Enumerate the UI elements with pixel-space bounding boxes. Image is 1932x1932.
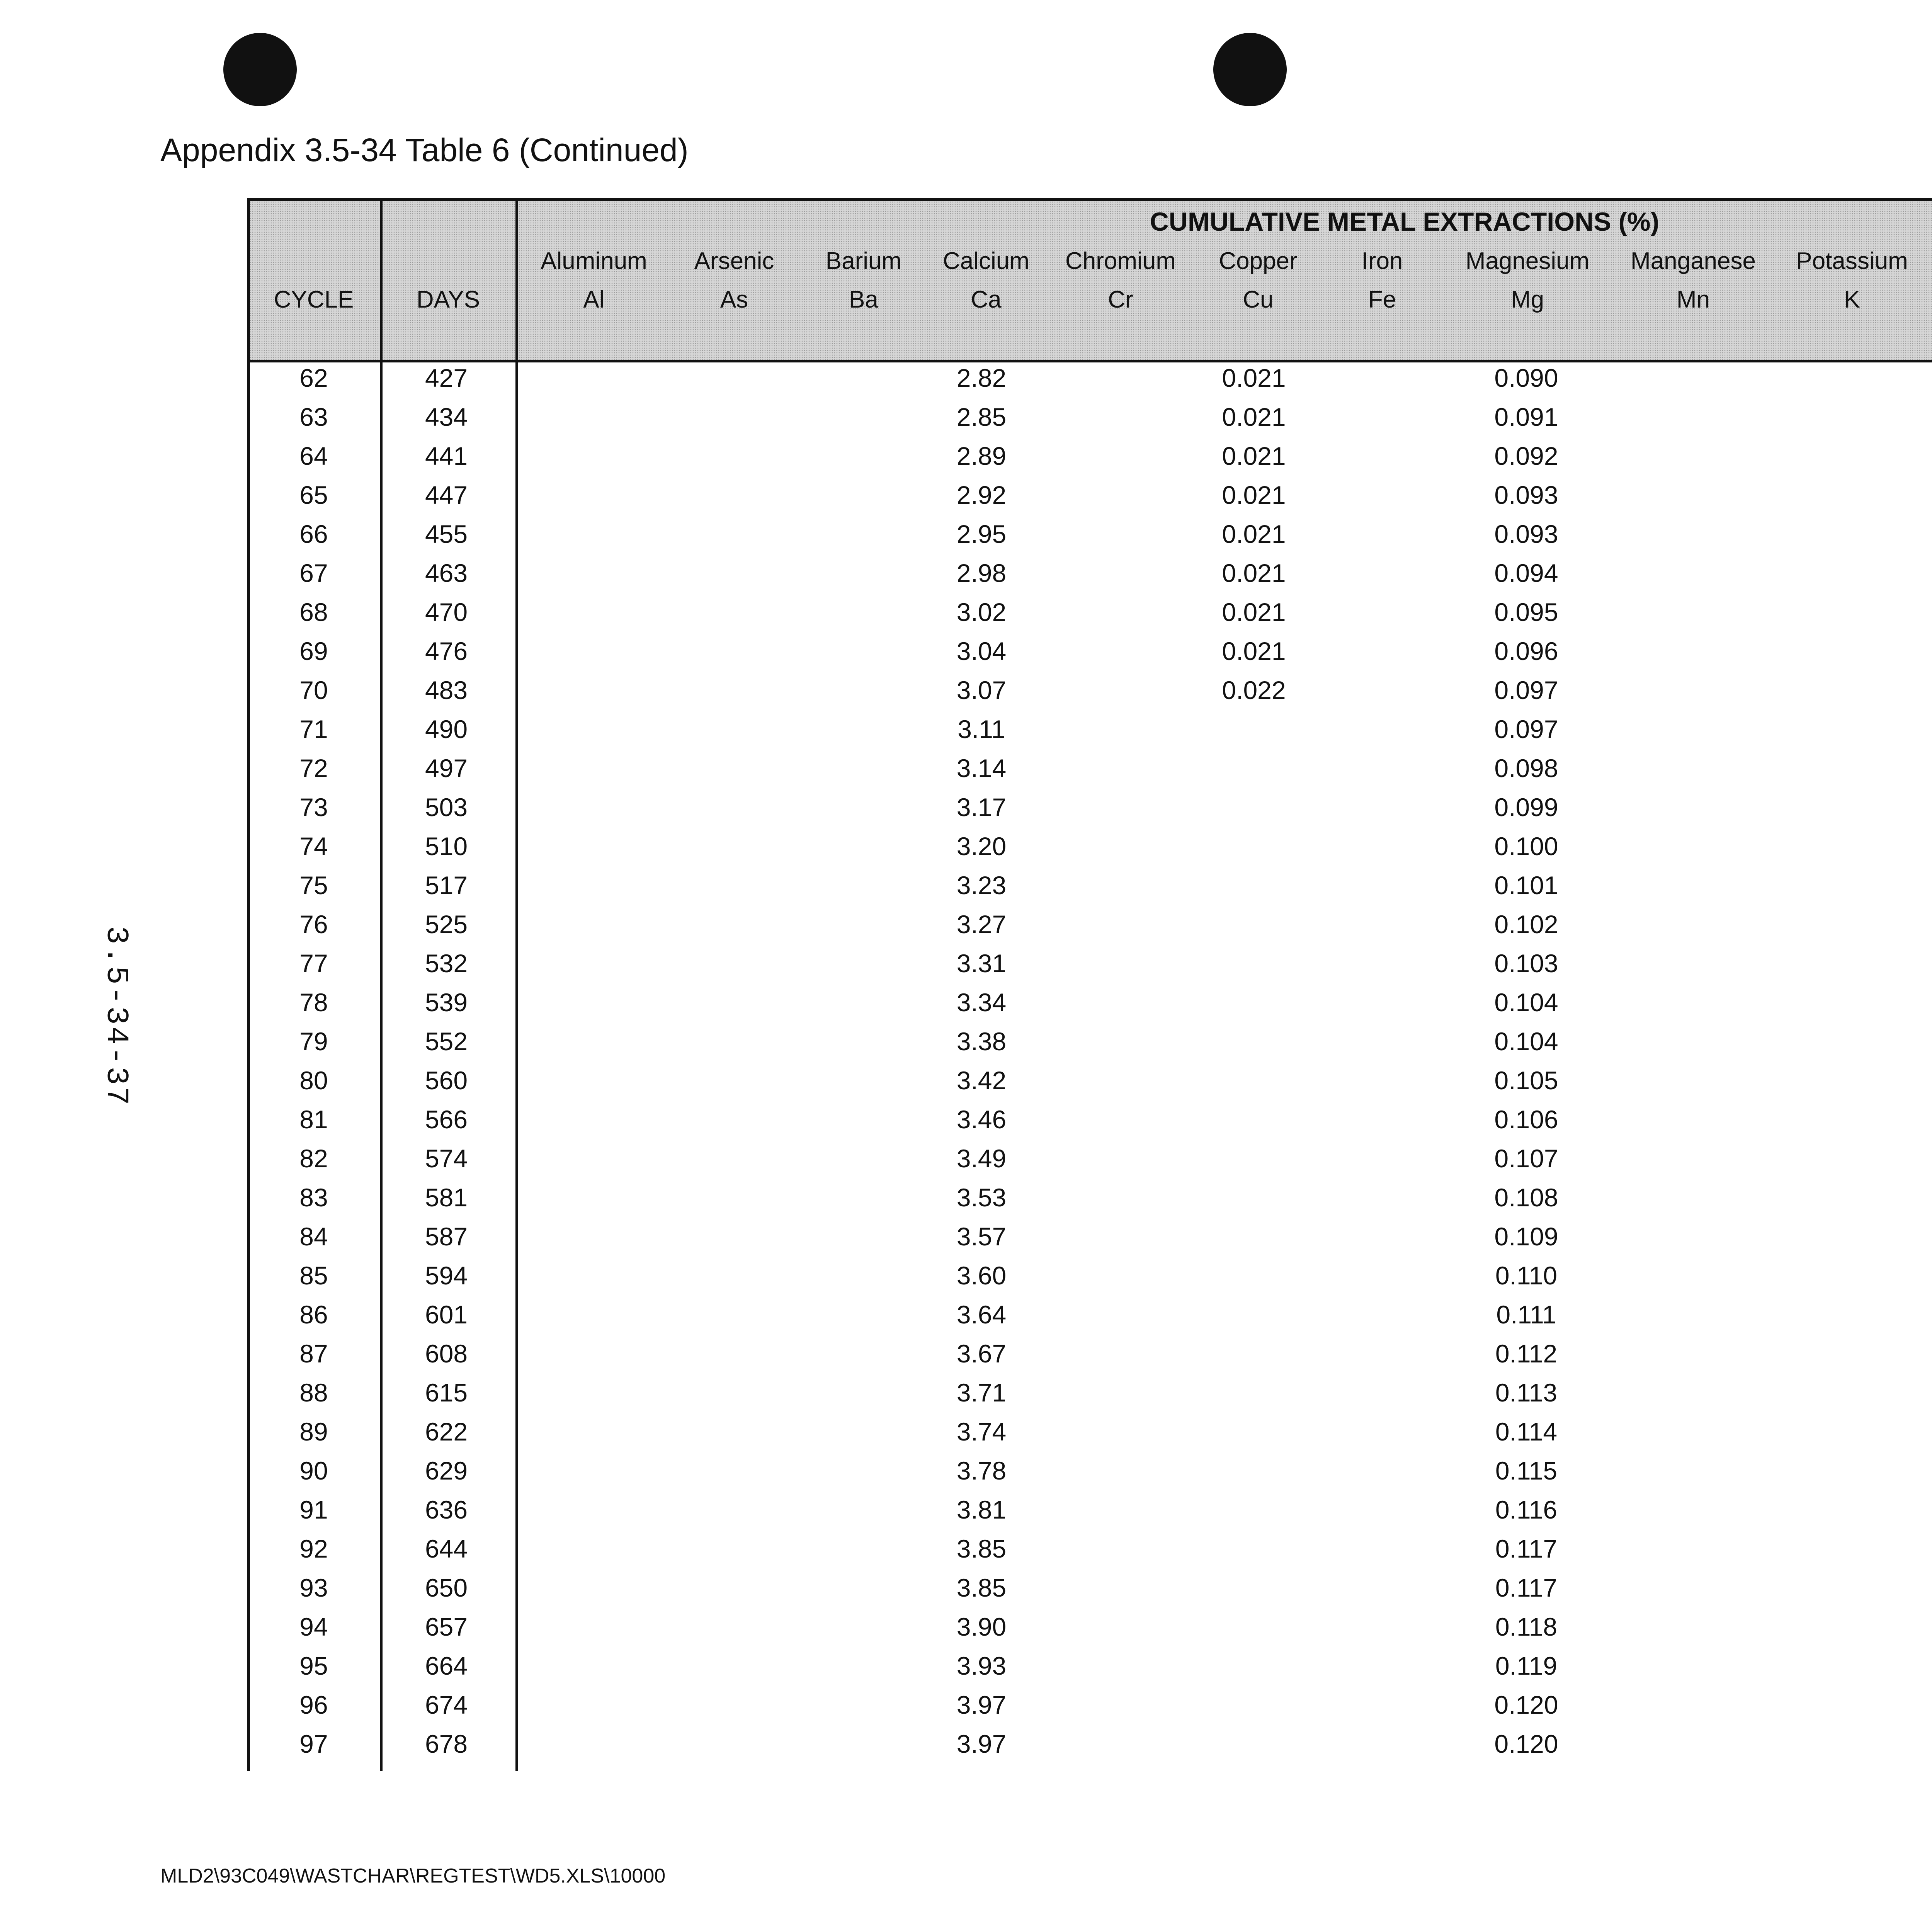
copper-cell: 0.022: [1222, 676, 1286, 704]
table-row: [249, 1416, 1932, 1455]
table-row: [249, 636, 1932, 675]
cycle-cell: 95: [299, 1651, 328, 1680]
table-row: [249, 1611, 1932, 1650]
calcium-cell: 3.46: [956, 1105, 1007, 1134]
cycle-cell: 67: [299, 559, 328, 587]
table-body: [249, 362, 1932, 1767]
metal-name-header: Arsenic: [694, 248, 774, 274]
calcium-cell: 2.92: [956, 481, 1007, 509]
table-row: [249, 1377, 1932, 1416]
cycle-cell: 66: [299, 520, 328, 548]
magnesium-cell: 0.104: [1494, 988, 1558, 1017]
metal-name-header: Iron: [1361, 248, 1403, 274]
table-row: [249, 948, 1932, 987]
metal-symbol-header: K: [1844, 286, 1860, 313]
magnesium-cell: 0.098: [1494, 754, 1558, 782]
days-cell: 503: [425, 793, 468, 821]
table-row: [249, 1572, 1932, 1611]
days-cell: 470: [425, 598, 468, 626]
col-header-cycle: CYCLE: [274, 286, 354, 313]
magnesium-cell: 0.090: [1494, 364, 1558, 392]
cycle-cell: 65: [299, 481, 328, 509]
table-row: [249, 870, 1932, 909]
table-row: [249, 362, 1932, 401]
table-row: [249, 519, 1932, 558]
metal-name-header: Calcium: [943, 248, 1029, 274]
table-row: [249, 909, 1932, 948]
calcium-cell: 2.82: [956, 364, 1007, 392]
table-row: [249, 1728, 1932, 1767]
metal-symbol-header: Ca: [971, 286, 1002, 313]
days-cell: 476: [425, 637, 468, 665]
table-row: [249, 1533, 1932, 1572]
magnesium-cell: 0.112: [1495, 1339, 1558, 1368]
days-cell: 664: [425, 1651, 468, 1680]
cycle-cell: 81: [299, 1105, 328, 1134]
metal-name-header: Potassium: [1796, 248, 1908, 274]
copper-cell: 0.021: [1222, 520, 1286, 548]
cycle-cell: 83: [299, 1183, 328, 1212]
copper-cell: 0.021: [1222, 442, 1286, 470]
group-header: CUMULATIVE METAL EXTRACTIONS (%): [1150, 207, 1660, 236]
calcium-cell: 3.93: [956, 1651, 1007, 1680]
magnesium-cell: 0.107: [1494, 1144, 1558, 1173]
magnesium-cell: 0.108: [1494, 1183, 1558, 1212]
table-header-band: [249, 198, 1932, 362]
magnesium-cell: 0.120: [1494, 1690, 1558, 1719]
copper-cell: 0.021: [1222, 481, 1286, 509]
calcium-cell: 3.14: [956, 754, 1007, 782]
copper-cell: 0.021: [1222, 403, 1286, 431]
magnesium-cell: 0.102: [1494, 910, 1558, 939]
metal-name-header: Barium: [825, 248, 902, 274]
metal-symbol-header: Ba: [849, 286, 878, 313]
magnesium-cell: 0.118: [1495, 1612, 1558, 1641]
table-row: [249, 558, 1932, 597]
days-cell: 566: [425, 1105, 468, 1134]
days-cell: 539: [425, 988, 468, 1017]
table-row: [249, 440, 1932, 480]
cycle-cell: 92: [299, 1534, 328, 1563]
metal-symbol-header: Cu: [1243, 286, 1274, 313]
days-cell: 644: [425, 1534, 468, 1563]
table-row: [249, 675, 1932, 714]
cycle-cell: 93: [299, 1573, 328, 1602]
days-cell: 587: [425, 1222, 468, 1251]
calcium-cell: 2.85: [956, 403, 1007, 431]
calcium-cell: 3.34: [956, 988, 1007, 1017]
cycle-cell: 97: [299, 1730, 328, 1758]
days-cell: 532: [425, 949, 468, 978]
calcium-cell: 3.23: [956, 871, 1007, 900]
table-row: [249, 1494, 1932, 1533]
calcium-cell: 3.78: [956, 1456, 1007, 1485]
days-cell: 490: [425, 715, 468, 743]
cycle-cell: 78: [299, 988, 328, 1017]
days-cell: 608: [425, 1339, 468, 1368]
calcium-cell: 3.49: [956, 1144, 1007, 1173]
calcium-cell: 3.67: [956, 1339, 1007, 1368]
metal-name-header: Chromium: [1065, 248, 1176, 274]
cycle-cell: 77: [299, 949, 328, 978]
calcium-cell: 3.97: [956, 1690, 1007, 1719]
cycle-cell: 70: [299, 676, 328, 704]
days-cell: 678: [425, 1730, 468, 1758]
days-cell: 622: [425, 1417, 468, 1446]
calcium-cell: 3.90: [956, 1612, 1007, 1641]
magnesium-cell: 0.097: [1494, 715, 1558, 743]
cycle-cell: 71: [299, 715, 328, 743]
magnesium-cell: 0.091: [1494, 403, 1558, 431]
table-row: [249, 1221, 1932, 1260]
calcium-cell: 3.85: [956, 1573, 1007, 1602]
magnesium-cell: 0.100: [1494, 832, 1558, 861]
cycle-cell: 82: [299, 1144, 328, 1173]
cycle-cell: 69: [299, 637, 328, 665]
cycle-cell: 90: [299, 1456, 328, 1485]
calcium-cell: 3.57: [956, 1222, 1007, 1251]
days-cell: 650: [425, 1573, 468, 1602]
cycle-cell: 62: [299, 364, 328, 392]
punch-hole-left: [223, 33, 297, 106]
calcium-cell: 3.07: [956, 676, 1007, 704]
magnesium-cell: 0.099: [1494, 793, 1558, 821]
cycle-cell: 76: [299, 910, 328, 939]
cycle-cell: 88: [299, 1378, 328, 1407]
cycle-cell: 68: [299, 598, 328, 626]
side-page-number: 3.5-34-37: [98, 925, 134, 1107]
days-cell: 447: [425, 481, 468, 509]
cycle-cell: 94: [299, 1612, 328, 1641]
magnesium-cell: 0.117: [1495, 1534, 1558, 1563]
magnesium-cell: 0.103: [1494, 949, 1558, 978]
magnesium-cell: 0.096: [1494, 637, 1558, 665]
calcium-cell: 2.89: [956, 442, 1007, 470]
calcium-cell: 3.31: [956, 949, 1007, 978]
table-row: [249, 1455, 1932, 1494]
footer-file-path: MLD2\93C049\WASTCHAR\REGTEST\WD5.XLS\10000: [160, 1865, 666, 1887]
col-header-days: DAYS: [416, 286, 480, 313]
magnesium-cell: 0.104: [1494, 1027, 1558, 1056]
days-cell: 517: [425, 871, 468, 900]
cycle-cell: 91: [299, 1495, 328, 1524]
calcium-cell: 2.98: [956, 559, 1007, 587]
table-row: [249, 480, 1932, 519]
calcium-cell: 3.17: [956, 793, 1007, 821]
cycle-cell: 73: [299, 793, 328, 821]
table-row: [249, 1182, 1932, 1221]
magnesium-cell: 0.106: [1494, 1105, 1558, 1134]
days-cell: 434: [425, 403, 468, 431]
days-cell: 552: [425, 1027, 468, 1056]
magnesium-cell: 0.093: [1494, 481, 1558, 509]
metal-symbol-header: Mg: [1510, 286, 1544, 313]
table-row: [249, 714, 1932, 753]
calcium-cell: 3.42: [956, 1066, 1007, 1095]
table-row: [249, 1104, 1932, 1143]
table-row: [249, 831, 1932, 870]
punch-hole-center: [1213, 33, 1287, 106]
cycle-cell: 63: [299, 403, 328, 431]
metal-symbol-header: Fe: [1368, 286, 1396, 313]
cycle-cell: 85: [299, 1261, 328, 1290]
calcium-cell: 3.81: [956, 1495, 1007, 1524]
cycle-cell: 89: [299, 1417, 328, 1446]
magnesium-cell: 0.120: [1494, 1730, 1558, 1758]
magnesium-cell: 0.094: [1494, 559, 1558, 587]
magnesium-cell: 0.109: [1494, 1222, 1558, 1251]
table-row: [249, 1650, 1932, 1689]
cycle-cell: 75: [299, 871, 328, 900]
calcium-cell: 3.53: [956, 1183, 1007, 1212]
copper-cell: 0.021: [1222, 637, 1286, 665]
calcium-cell: 3.27: [956, 910, 1007, 939]
copper-cell: 0.021: [1222, 559, 1286, 587]
calcium-cell: 3.02: [956, 598, 1007, 626]
days-cell: 560: [425, 1066, 468, 1095]
cycle-cell: 64: [299, 442, 328, 470]
days-cell: 657: [425, 1612, 468, 1641]
cycle-cell: 72: [299, 754, 328, 782]
calcium-cell: 3.38: [956, 1027, 1007, 1056]
days-cell: 497: [425, 754, 468, 782]
days-cell: 455: [425, 520, 468, 548]
magnesium-cell: 0.101: [1494, 871, 1558, 900]
magnesium-cell: 0.095: [1494, 598, 1558, 626]
calcium-cell: 3.20: [956, 832, 1007, 861]
days-cell: 525: [425, 910, 468, 939]
page-title: Appendix 3.5-34 Table 6 (Continued): [160, 132, 689, 168]
cycle-cell: 74: [299, 832, 328, 861]
cycle-cell: 86: [299, 1300, 328, 1329]
metal-name-header: Magnesium: [1465, 248, 1590, 274]
copper-cell: 0.021: [1222, 364, 1286, 392]
calcium-cell: 3.04: [956, 637, 1007, 665]
table-row: [249, 792, 1932, 831]
table-row: [249, 1026, 1932, 1065]
table-row: [249, 1143, 1932, 1182]
magnesium-cell: 0.117: [1495, 1573, 1558, 1602]
metal-symbol-header: As: [720, 286, 748, 313]
calcium-cell: 3.11: [957, 715, 1005, 743]
table-row: [249, 1299, 1932, 1338]
cycle-cell: 79: [299, 1027, 328, 1056]
table-row: [249, 1689, 1932, 1728]
metal-name-header: Aluminum: [541, 248, 647, 274]
days-cell: 483: [425, 676, 468, 704]
table-row: [249, 597, 1932, 636]
calcium-cell: 3.85: [956, 1534, 1007, 1563]
calcium-cell: 3.97: [956, 1730, 1007, 1758]
magnesium-cell: 0.114: [1495, 1417, 1558, 1446]
days-cell: 510: [425, 832, 468, 861]
magnesium-cell: 0.093: [1494, 520, 1558, 548]
calcium-cell: 3.60: [956, 1261, 1007, 1290]
metal-symbol-header: Al: [583, 286, 605, 313]
metal-name-header: Copper: [1219, 248, 1298, 274]
metal-symbol-header: Cr: [1108, 286, 1133, 313]
cycle-cell: 80: [299, 1066, 328, 1095]
cycle-cell: 84: [299, 1222, 328, 1251]
table-row: [249, 1065, 1932, 1104]
copper-cell: 0.021: [1222, 598, 1286, 626]
days-cell: 463: [425, 559, 468, 587]
days-cell: 615: [425, 1378, 468, 1407]
table-row: [249, 987, 1932, 1026]
table-row: [249, 401, 1932, 440]
days-cell: 441: [425, 442, 468, 470]
days-cell: 574: [425, 1144, 468, 1173]
magnesium-cell: 0.113: [1495, 1378, 1558, 1407]
magnesium-cell: 0.092: [1494, 442, 1558, 470]
magnesium-cell: 0.097: [1494, 676, 1558, 704]
calcium-cell: 3.71: [956, 1378, 1007, 1407]
magnesium-cell: 0.111: [1496, 1300, 1556, 1329]
calcium-cell: 3.64: [956, 1300, 1007, 1329]
days-cell: 636: [425, 1495, 468, 1524]
cycle-cell: 96: [299, 1690, 328, 1719]
cycle-cell: 87: [299, 1339, 328, 1368]
days-cell: 629: [425, 1456, 468, 1485]
days-cell: 427: [425, 364, 468, 392]
magnesium-cell: 0.110: [1495, 1261, 1558, 1290]
metal-symbol-header: Mn: [1676, 286, 1710, 313]
table-row: [249, 753, 1932, 792]
days-cell: 594: [425, 1261, 468, 1290]
table-row: [249, 1260, 1932, 1299]
magnesium-cell: 0.119: [1495, 1651, 1558, 1680]
calcium-cell: 3.74: [956, 1417, 1007, 1446]
calcium-cell: 2.95: [956, 520, 1007, 548]
days-cell: 674: [425, 1690, 468, 1719]
metal-name-header: Manganese: [1630, 248, 1756, 274]
magnesium-cell: 0.115: [1495, 1456, 1558, 1485]
days-cell: 581: [425, 1183, 468, 1212]
magnesium-cell: 0.116: [1495, 1495, 1558, 1524]
days-cell: 601: [425, 1300, 468, 1329]
magnesium-cell: 0.105: [1494, 1066, 1558, 1095]
table-row: [249, 1338, 1932, 1377]
